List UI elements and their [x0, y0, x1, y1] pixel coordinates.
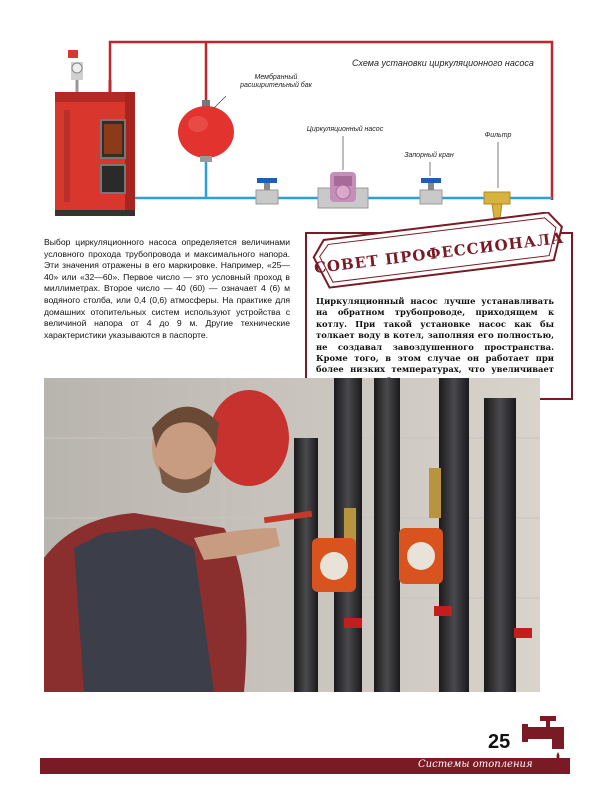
tip-banner	[296, 212, 582, 292]
diagram-title: Схема установки циркуляционного насоса	[352, 58, 534, 68]
expansion-tank	[178, 100, 234, 162]
installation-diagram	[0, 0, 595, 230]
boiler	[55, 50, 135, 216]
tip-text: Циркуляционный насос лучше устанавливать на обратном трубопроводе, приходящем к котлу. При такой установке насос как бы толкает воду в котел, заполняя его полностью, не создавал завоздушенного пространства. Кроме того, в этом случае он работает при более низких температурах, что увеличивает	[316, 296, 554, 375]
label-circulation-pump: Циркуляционный насос	[306, 126, 384, 133]
faucet-icon	[522, 714, 572, 762]
tip-heading: СОВЕТ ПРОФЕССИОНАЛА	[313, 228, 566, 278]
shutoff-valve-1	[256, 178, 278, 204]
shutoff-valve-2	[420, 178, 442, 204]
page-number: 25	[488, 731, 511, 753]
body-paragraph: Выбор циркуляционного насоса определяется величинами условного прохода трубопровода и максимального напора. Эти значения отражены в его маркировке. Например, «25—40» или «32—60». Первое число — это условный проход в миллиметрах. Второе число — 40 (60) — означает 4 (6) м водяного столба, или 0,4 (0,6) атмосферы. На практике для домашних отопительных систем используют устройства с величиной напора от 4 до 9 м. Другие технические характеристики указываются в паспорте.	[44, 237, 290, 340]
label-filter: Фильтр	[484, 132, 512, 139]
footer-section-title: Системы отопления	[418, 759, 533, 770]
plumber-photo	[44, 378, 540, 692]
label-shutoff-valve: Запорный кран	[404, 152, 454, 159]
circulation-pump	[318, 172, 368, 208]
label-expansion-tank: Мембранный расширительный бак	[240, 74, 312, 89]
